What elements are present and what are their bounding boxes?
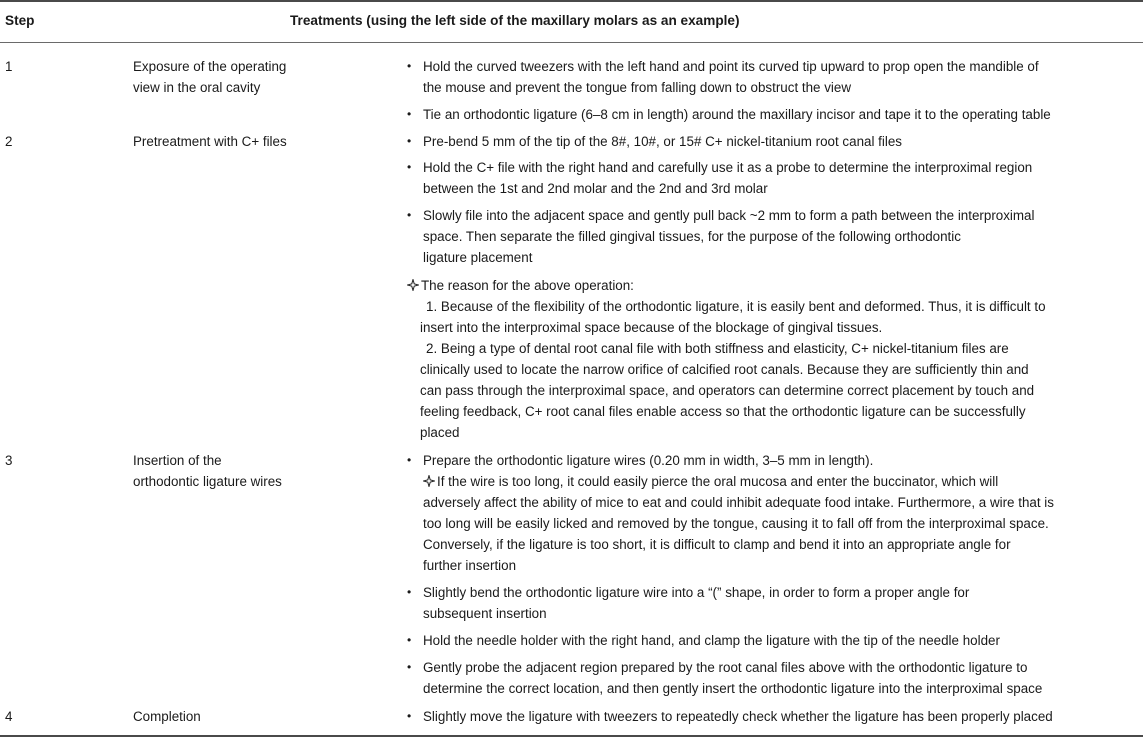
bullet-dot-icon: •: [407, 660, 412, 674]
four-point-star-icon: [407, 279, 419, 291]
step-number: 1: [5, 59, 13, 74]
bullet-dot-icon: •: [407, 709, 412, 723]
bullet-dot-icon: •: [407, 453, 412, 467]
bullet-dot-icon: •: [407, 633, 412, 647]
four-point-star-icon: [423, 475, 435, 487]
step-name: Exposure of the operating view in the oral cavity: [133, 59, 287, 95]
step-name: Pretreatment with C+ files: [133, 134, 287, 149]
step-name: Insertion of the orthodontic ligature wires: [133, 453, 282, 489]
table-bottom-rule: [0, 735, 1143, 737]
step-number: 2: [5, 134, 13, 149]
header-treatments: Treatments (using the left side of the maxillary molars as an example): [290, 13, 740, 28]
step-number: 4: [5, 709, 13, 724]
header-step: Step: [5, 13, 35, 28]
rationale-note: The reason for the above operation: 1. Because of the flexibility of the orthodontic ligature, it is easily bent and deformed. Thus, it is difficult to insert into the interproximal space because of the blockage of gingival tissues. 2. Being a type of dental root canal file with both stiffness and elasticity, C+ nickel-titanium files are clinically used to locate the narrow orifice of calcified root canals. Because they are sufficiently thin and can pass through the interproximal space, and operators can determine correct placement by touch and feeling feedback, C+ root canal files enable access so that the orthodontic ligature can be successfully placed: [407, 275, 1142, 296]
bullet-dot-icon: •: [407, 208, 412, 222]
bullet-dot-icon: •: [407, 59, 412, 73]
bullet-dot-icon: •: [407, 160, 412, 174]
bullet-dot-icon: •: [407, 107, 412, 121]
step-name: Completion: [133, 709, 201, 724]
table-top-rule: [0, 0, 1143, 2]
step-number: 3: [5, 453, 13, 468]
note-title: The reason for the above operation:: [421, 278, 634, 293]
table-header-rule: [0, 42, 1143, 43]
bullet-dot-icon: •: [407, 134, 412, 148]
bullet-dot-icon: •: [407, 585, 412, 599]
